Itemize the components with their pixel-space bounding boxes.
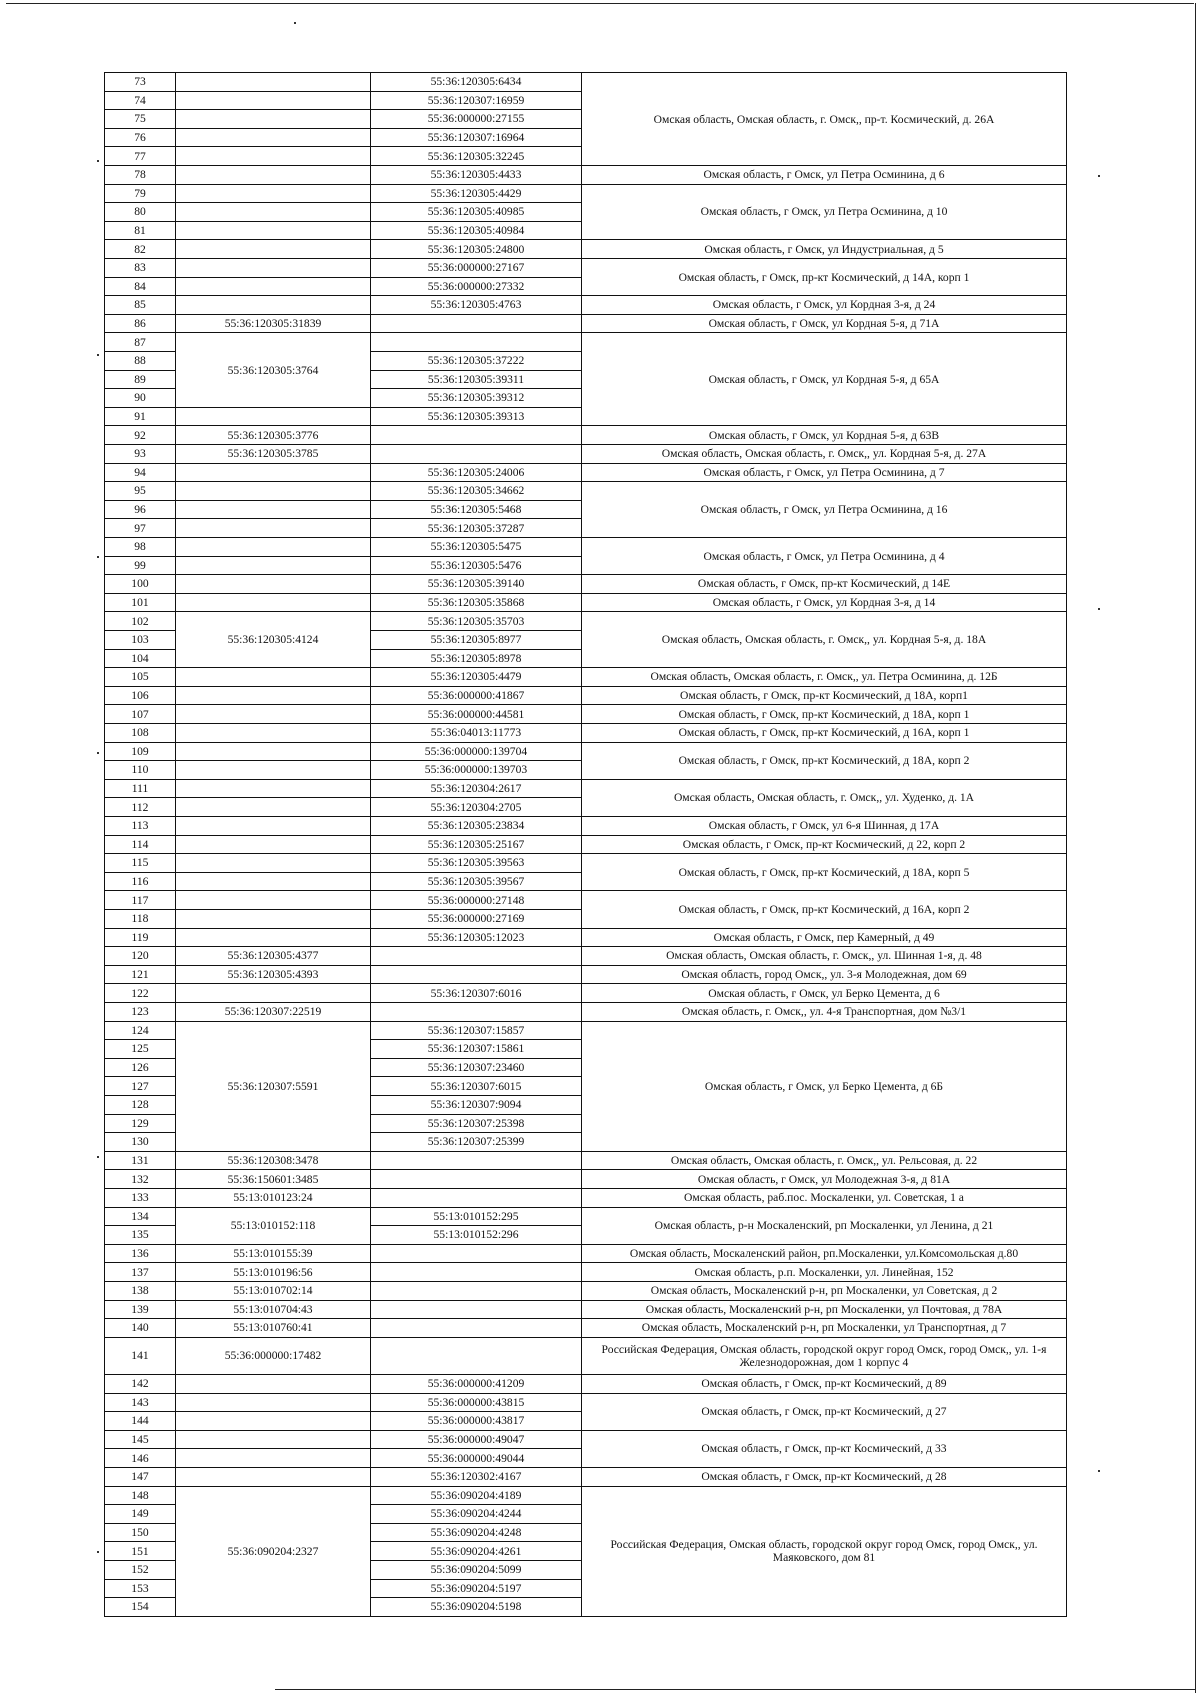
object-number-cell: 55:36:120305:39312: [370, 388, 582, 408]
object-number-cell: [370, 1188, 582, 1208]
parcel-number-cell: [175, 258, 371, 278]
object-number-cell: 55:36:120305:12023: [370, 928, 582, 948]
row-number: 137: [104, 1262, 176, 1282]
parcel-number-cell: 55:36:150601:3485: [175, 1169, 371, 1189]
row-number: 92: [104, 425, 176, 445]
object-number-cell: 55:36:120307:25399: [370, 1132, 582, 1152]
parcel-number-cell: 55:13:010196:56: [175, 1262, 371, 1282]
object-number-cell: 55:36:120307:15857: [370, 1021, 582, 1041]
address-cell: Омская область, город Омск,, ул. 3-я Молодежная, дом 69: [581, 965, 1067, 985]
address-cell: Российская Федерация, Омская область, городской округ город Омск, город Омск,, ул. 1-я Железнодорожная, дом 1 корпус 4: [581, 1337, 1067, 1375]
row-number: 102: [104, 611, 176, 631]
address-cell: Омская область, г Омск, пр-кт Космический, д 27: [581, 1393, 1067, 1431]
object-number-cell: 55:36:000000:27169: [370, 909, 582, 929]
row-number: 97: [104, 518, 176, 538]
row-number: 127: [104, 1076, 176, 1096]
object-number-cell: 55:36:120305:40984: [370, 221, 582, 241]
row-number: 87: [104, 332, 176, 352]
object-number-cell: 55:36:000000:27332: [370, 277, 582, 297]
parcel-number-cell: [175, 165, 371, 185]
row-number: 117: [104, 890, 176, 910]
object-number-cell: [370, 1002, 582, 1022]
object-number-cell: [370, 965, 582, 985]
row-number: 119: [104, 928, 176, 948]
address-cell: Омская область, Омская область, г. Омск,, ул. Кордная 5-я, д. 18А: [581, 611, 1067, 668]
row-number: 82: [104, 239, 176, 259]
object-number-cell: 55:36:000000:139704: [370, 742, 582, 762]
parcel-number-cell: [175, 853, 371, 873]
object-number-cell: [370, 946, 582, 966]
address-cell: Российская Федерация, Омская область, городской округ город Омск, город Омск,, ул. Маяковского, дом 81: [581, 1486, 1067, 1617]
address-cell: Омская область, р-н Москаленский, рп Москаленки, ул Ленина, д 21: [581, 1207, 1067, 1245]
object-number-cell: 55:36:120305:4479: [370, 667, 582, 687]
row-number: 135: [104, 1225, 176, 1245]
row-number: 78: [104, 165, 176, 185]
row-number: 77: [104, 146, 176, 166]
parcel-number-cell: [175, 779, 371, 799]
address-cell: Омская область, г Омск, ул Кордная 3-я, д 24: [581, 295, 1067, 315]
row-number: 147: [104, 1467, 176, 1487]
parcel-number-cell: 55:36:120307:22519: [175, 1002, 371, 1022]
object-number-cell: 55:36:120305:23834: [370, 816, 582, 836]
parcel-number-cell: 55:13:010123:24: [175, 1188, 371, 1208]
object-number-cell: 55:36:090204:5099: [370, 1560, 582, 1580]
address-cell: Омская область, Омская область, г. Омск,, ул. Рельсовая, д. 22: [581, 1151, 1067, 1171]
parcel-number-cell: [175, 1374, 371, 1394]
parcel-number-cell: 55:36:120305:31839: [175, 314, 371, 334]
parcel-number-cell: 55:13:010702:14: [175, 1281, 371, 1301]
row-number: 144: [104, 1411, 176, 1431]
address-cell: Омская область, г. Омск,, ул. 4-я Транспортная, дом №3/1: [581, 1002, 1067, 1022]
row-number: 118: [104, 909, 176, 929]
row-number: 125: [104, 1039, 176, 1059]
object-number-cell: 55:36:120304:2705: [370, 797, 582, 817]
parcel-number-cell: [175, 1411, 371, 1431]
row-number: 114: [104, 835, 176, 855]
object-number-cell: 55:36:000000:27148: [370, 890, 582, 910]
row-number: 140: [104, 1318, 176, 1338]
row-number: 148: [104, 1486, 176, 1506]
object-number-cell: 55:36:120305:39311: [370, 370, 582, 390]
parcel-number-cell: 55:36:120305:3764: [175, 332, 371, 407]
address-cell: Омская область, раб.пос. Москаленки, ул. Советская, 1 а: [581, 1188, 1067, 1208]
address-cell: Омская область, Москаленский р-н, рп Москаленки, ул Советская, д 2: [581, 1281, 1067, 1301]
address-cell: Омская область, р.п. Москаленки, ул. Линейная, 152: [581, 1262, 1067, 1282]
row-number: 145: [104, 1430, 176, 1450]
object-number-cell: 55:36:090204:4261: [370, 1541, 582, 1561]
row-number: 75: [104, 109, 176, 129]
object-number-cell: [370, 1169, 582, 1189]
object-number-cell: 55:36:120305:39313: [370, 407, 582, 427]
address-cell: Омская область, г Омск, ул Кордная 5-я, д 65А: [581, 332, 1067, 426]
parcel-number-cell: [175, 816, 371, 836]
parcel-number-cell: [175, 295, 371, 315]
address-cell: Омская область, г Омск, ул Кордная 3-я, д 14: [581, 593, 1067, 613]
parcel-number-cell: [175, 481, 371, 501]
object-number-cell: 55:36:120305:4433: [370, 165, 582, 185]
object-number-cell: 55:36:090204:5197: [370, 1579, 582, 1599]
address-cell: Омская область, г Омск, пр-кт Космический, д 18А, корп 2: [581, 742, 1067, 780]
object-number-cell: [370, 332, 582, 352]
row-number: 132: [104, 1169, 176, 1189]
address-cell: Омская область, г Омск, пр-кт Космический, д 22, корп 2: [581, 835, 1067, 855]
parcel-number-cell: [175, 760, 371, 780]
row-number: 116: [104, 872, 176, 892]
parcel-number-cell: 55:36:120305:3776: [175, 425, 371, 445]
address-cell: Омская область, г Омск, пр-кт Космический, д 14Е: [581, 574, 1067, 594]
object-number-cell: 55:36:120305:5476: [370, 556, 582, 576]
address-cell: Омская область, Омская область, г. Омск,, пр-т. Космический, д. 26А: [581, 72, 1067, 166]
parcel-number-cell: 55:36:000000:17482: [175, 1337, 371, 1375]
object-number-cell: 55:36:120305:40985: [370, 202, 582, 222]
object-number-cell: 55:36:120305:39140: [370, 574, 582, 594]
row-number: 150: [104, 1523, 176, 1543]
row-number: 95: [104, 481, 176, 501]
address-cell: Омская область, Омская область, г. Омск,, ул. Худенко, д. 1А: [581, 779, 1067, 817]
parcel-number-cell: [175, 1448, 371, 1468]
object-number-cell: 55:36:120307:23460: [370, 1058, 582, 1078]
parcel-number-cell: [175, 277, 371, 297]
row-number: 94: [104, 463, 176, 483]
object-number-cell: 55:36:120307:16959: [370, 91, 582, 111]
row-number: 109: [104, 742, 176, 762]
row-number: 143: [104, 1393, 176, 1413]
parcel-number-cell: [175, 518, 371, 538]
object-number-cell: 55:36:120305:34662: [370, 481, 582, 501]
row-number: 139: [104, 1300, 176, 1320]
object-number-cell: [370, 1151, 582, 1171]
object-number-cell: 55:36:120305:8978: [370, 649, 582, 669]
object-number-cell: 55:36:000000:43817: [370, 1411, 582, 1431]
object-number-cell: 55:36:120307:9094: [370, 1095, 582, 1115]
object-number-cell: 55:36:120307:16964: [370, 128, 582, 148]
object-number-cell: 55:36:000000:49047: [370, 1430, 582, 1450]
row-number: 113: [104, 816, 176, 836]
row-number: 142: [104, 1374, 176, 1394]
row-number: 152: [104, 1560, 176, 1580]
object-number-cell: 55:36:120307:6015: [370, 1076, 582, 1096]
object-number-cell: 55:36:120305:24800: [370, 239, 582, 259]
row-number: 141: [104, 1337, 176, 1375]
row-number: 124: [104, 1021, 176, 1041]
address-cell: Омская область, г Омск, пер Камерный, д 49: [581, 928, 1067, 948]
parcel-number-cell: [175, 723, 371, 743]
object-number-cell: 55:36:000000:139703: [370, 760, 582, 780]
address-cell: Омская область, г Омск, ул Молодежная 3-я, д 81А: [581, 1169, 1067, 1189]
object-number-cell: [370, 314, 582, 334]
row-number: 133: [104, 1188, 176, 1208]
row-number: 111: [104, 779, 176, 799]
row-number: 134: [104, 1207, 176, 1227]
parcel-number-cell: [175, 556, 371, 576]
address-cell: Омская область, г Омск, пр-кт Космический, д 14А, корп 1: [581, 258, 1067, 296]
parcel-number-cell: [175, 1393, 371, 1413]
row-number: 104: [104, 649, 176, 669]
object-number-cell: 55:36:120305:37222: [370, 351, 582, 371]
row-number: 86: [104, 314, 176, 334]
parcel-number-cell: [175, 184, 371, 204]
parcel-number-cell: [175, 202, 371, 222]
row-number: 130: [104, 1132, 176, 1152]
parcel-number-cell: [175, 128, 371, 148]
row-number: 146: [104, 1448, 176, 1468]
row-number: 89: [104, 370, 176, 390]
object-number-cell: 55:36:120305:8977: [370, 630, 582, 650]
parcel-number-cell: 55:13:010760:41: [175, 1318, 371, 1338]
row-number: 76: [104, 128, 176, 148]
address-cell: Омская область, г Омск, пр-кт Космический, д 18А, корп 5: [581, 853, 1067, 891]
row-number: 120: [104, 946, 176, 966]
address-cell: Омская область, г Омск, пр-кт Космический, д 16А, корп 1: [581, 723, 1067, 743]
object-number-cell: 55:36:04013:11773: [370, 723, 582, 743]
object-number-cell: [370, 1262, 582, 1282]
row-number: 85: [104, 295, 176, 315]
row-number: 131: [104, 1151, 176, 1171]
object-number-cell: 55:36:120305:4429: [370, 184, 582, 204]
object-number-cell: 55:36:120305:39563: [370, 853, 582, 873]
parcel-number-cell: [175, 704, 371, 724]
object-number-cell: 55:36:090204:4248: [370, 1523, 582, 1543]
parcel-number-cell: [175, 146, 371, 166]
object-number-cell: 55:36:120304:2617: [370, 779, 582, 799]
row-number: 138: [104, 1281, 176, 1301]
address-cell: Омская область, г Омск, ул Берко Цемента, д 6Б: [581, 1021, 1067, 1152]
address-cell: Омская область, Москаленский р-н, рп Москаленки, ул Почтовая, д 78А: [581, 1300, 1067, 1320]
parcel-number-cell: 55:36:120305:4393: [175, 965, 371, 985]
parcel-number-cell: [175, 835, 371, 855]
object-number-cell: 55:13:010152:295: [370, 1207, 582, 1227]
object-number-cell: 55:36:120305:39567: [370, 872, 582, 892]
parcel-number-cell: [175, 928, 371, 948]
parcel-number-cell: [175, 109, 371, 129]
row-number: 100: [104, 574, 176, 594]
row-number: 91: [104, 407, 176, 427]
parcel-number-cell: 55:13:010152:118: [175, 1207, 371, 1245]
row-number: 73: [104, 72, 176, 92]
address-cell: Омская область, г Омск, ул Кордная 5-я, д 71А: [581, 314, 1067, 334]
object-number-cell: 55:36:120302:4167: [370, 1467, 582, 1487]
parcel-number-cell: [175, 72, 371, 92]
parcel-number-cell: [175, 1430, 371, 1450]
row-number: 79: [104, 184, 176, 204]
object-number-cell: 55:36:120305:37287: [370, 518, 582, 538]
parcel-number-cell: [175, 91, 371, 111]
row-number: 101: [104, 593, 176, 613]
row-number: 107: [104, 704, 176, 724]
row-number: 126: [104, 1058, 176, 1078]
parcel-number-cell: [175, 686, 371, 706]
parcel-number-cell: [175, 983, 371, 1003]
parcel-number-cell: 55:36:120305:3785: [175, 444, 371, 464]
row-number: 129: [104, 1114, 176, 1134]
address-cell: Омская область, г Омск, ул Петра Осминина, д 7: [581, 463, 1067, 483]
row-number: 122: [104, 983, 176, 1003]
parcel-number-cell: [175, 890, 371, 910]
row-number: 154: [104, 1597, 176, 1617]
address-cell: Омская область, Омская область, г. Омск,, ул. Петра Осминина, д. 12Б: [581, 667, 1067, 687]
address-cell: Омская область, Москаленский район, рп.Москаленки, ул.Комсомольская д.80: [581, 1244, 1067, 1264]
row-number: 128: [104, 1095, 176, 1115]
object-number-cell: 55:36:090204:5198: [370, 1597, 582, 1617]
parcel-number-cell: 55:36:120305:4124: [175, 611, 371, 668]
row-number: 136: [104, 1244, 176, 1264]
object-number-cell: 55:36:090204:4189: [370, 1486, 582, 1506]
parcel-number-cell: [175, 593, 371, 613]
object-number-cell: 55:36:120307:15861: [370, 1039, 582, 1059]
row-number: 80: [104, 202, 176, 222]
parcel-number-cell: [175, 667, 371, 687]
object-number-cell: [370, 444, 582, 464]
parcel-number-cell: [175, 909, 371, 929]
object-number-cell: 55:36:120305:5475: [370, 537, 582, 557]
row-number: 153: [104, 1579, 176, 1599]
parcel-number-cell: 55:13:010155:39: [175, 1244, 371, 1264]
object-number-cell: 55:36:120305:4763: [370, 295, 582, 315]
row-number: 115: [104, 853, 176, 873]
address-cell: Омская область, Москаленский р-н, рп Москаленки, ул Транспортная, д 7: [581, 1318, 1067, 1338]
object-number-cell: 55:36:120307:25398: [370, 1114, 582, 1134]
object-number-cell: 55:36:000000:27155: [370, 109, 582, 129]
address-cell: Омская область, г Омск, пр-кт Космический, д 33: [581, 1430, 1067, 1468]
parcel-number-cell: [175, 742, 371, 762]
parcel-number-cell: [175, 1467, 371, 1487]
address-cell: Омская область, г Омск, пр-кт Космический, д 28: [581, 1467, 1067, 1487]
parcel-number-cell: [175, 500, 371, 520]
row-number: 106: [104, 686, 176, 706]
parcel-number-cell: 55:36:090204:2327: [175, 1486, 371, 1617]
parcel-number-cell: [175, 221, 371, 241]
object-number-cell: 55:36:120305:24006: [370, 463, 582, 483]
object-number-cell: [370, 425, 582, 445]
object-number-cell: 55:36:000000:49044: [370, 1448, 582, 1468]
row-number: 123: [104, 1002, 176, 1022]
row-number: 151: [104, 1541, 176, 1561]
row-number: 93: [104, 444, 176, 464]
address-cell: Омская область, г Омск, ул 6-я Шинная, д 17А: [581, 816, 1067, 836]
address-cell: Омская область, г Омск, ул Петра Осминина, д 10: [581, 184, 1067, 241]
address-cell: Омская область, г Омск, ул Петра Осминина, д 16: [581, 481, 1067, 538]
address-cell: Омская область, г Омск, ул Кордная 5-я, д 63В: [581, 425, 1067, 445]
row-number: 149: [104, 1504, 176, 1524]
parcel-number-cell: [175, 574, 371, 594]
row-number: 108: [104, 723, 176, 743]
parcel-number-cell: 55:13:010704:43: [175, 1300, 371, 1320]
row-number: 90: [104, 388, 176, 408]
object-number-cell: 55:36:000000:41209: [370, 1374, 582, 1394]
row-number: 99: [104, 556, 176, 576]
row-number: 105: [104, 667, 176, 687]
address-cell: Омская область, Омская область, г. Омск,, ул. Шинная 1-я, д. 48: [581, 946, 1067, 966]
parcel-number-cell: [175, 797, 371, 817]
parcel-number-cell: 55:36:120307:5591: [175, 1021, 371, 1152]
parcel-number-cell: [175, 463, 371, 483]
object-number-cell: 55:13:010152:296: [370, 1225, 582, 1245]
object-number-cell: [370, 1300, 582, 1320]
row-number: 110: [104, 760, 176, 780]
object-number-cell: [370, 1244, 582, 1264]
object-number-cell: 55:36:090204:4244: [370, 1504, 582, 1524]
object-number-cell: 55:36:000000:44581: [370, 704, 582, 724]
address-cell: Омская область, г Омск, пр-кт Космический, д 89: [581, 1374, 1067, 1394]
object-number-cell: 55:36:120305:35703: [370, 611, 582, 631]
address-cell: Омская область, г Омск, пр-кт Космический, д 18А, корп 1: [581, 704, 1067, 724]
row-number: 98: [104, 537, 176, 557]
row-number: 121: [104, 965, 176, 985]
parcel-number-cell: [175, 537, 371, 557]
object-number-cell: 55:36:120305:35868: [370, 593, 582, 613]
address-cell: Омская область, Омская область, г. Омск,, ул. Кордная 5-я, д. 27А: [581, 444, 1067, 464]
object-number-cell: [370, 1337, 582, 1375]
object-number-cell: 55:36:120305:25167: [370, 835, 582, 855]
object-number-cell: 55:36:120305:32245: [370, 146, 582, 166]
row-number: 112: [104, 797, 176, 817]
row-number: 74: [104, 91, 176, 111]
row-number: 88: [104, 351, 176, 371]
address-cell: Омская область, г Омск, пр-кт Космический, д 16А, корп 2: [581, 890, 1067, 928]
parcel-number-cell: [175, 872, 371, 892]
object-number-cell: 55:36:120305:5468: [370, 500, 582, 520]
parcel-number-cell: [175, 239, 371, 259]
row-number: 83: [104, 258, 176, 278]
address-cell: Омская область, г Омск, ул Индустриальная, д 5: [581, 239, 1067, 259]
parcel-number-cell: 55:36:120308:3478: [175, 1151, 371, 1171]
object-number-cell: 55:36:000000:27167: [370, 258, 582, 278]
row-number: 103: [104, 630, 176, 650]
object-number-cell: [370, 1281, 582, 1301]
row-number: 84: [104, 277, 176, 297]
row-number: 81: [104, 221, 176, 241]
object-number-cell: 55:36:120307:6016: [370, 983, 582, 1003]
address-cell: Омская область, г Омск, пр-кт Космический, д 18А, корп1: [581, 686, 1067, 706]
row-number: 96: [104, 500, 176, 520]
parcel-number-cell: 55:36:120305:4377: [175, 946, 371, 966]
object-number-cell: 55:36:000000:43815: [370, 1393, 582, 1413]
address-cell: Омская область, г Омск, ул Петра Осминина, д 6: [581, 165, 1067, 185]
object-number-cell: 55:36:120305:6434: [370, 72, 582, 92]
object-number-cell: [370, 1318, 582, 1338]
address-cell: Омская область, г Омск, ул Петра Осминина, д 4: [581, 537, 1067, 575]
object-number-cell: 55:36:000000:41867: [370, 686, 582, 706]
address-cell: Омская область, г Омск, ул Берко Цемента, д 6: [581, 983, 1067, 1003]
